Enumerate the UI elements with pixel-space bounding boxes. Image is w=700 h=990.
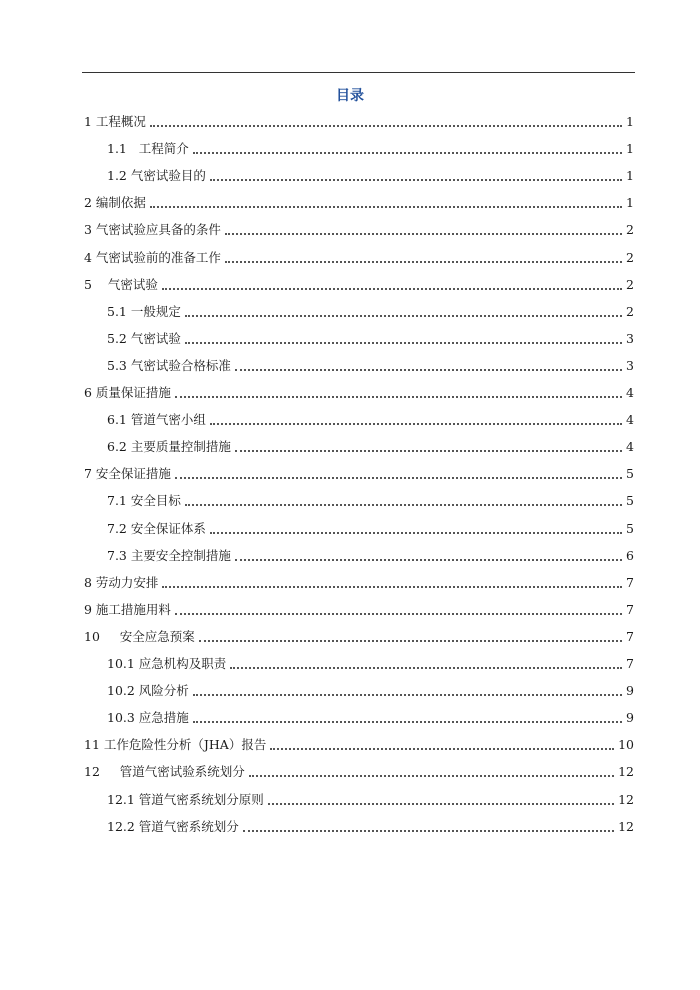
toc-entry-label: 7.3 主要安全控制措施 (107, 547, 231, 563)
toc-entry-label: 3 气密试验应具备的条件 (84, 222, 221, 238)
toc-entry[interactable] (107, 298, 634, 320)
toc-leader-dots (199, 640, 622, 642)
toc-leader-dots (225, 261, 622, 263)
toc-entry-label: 4 气密试验前的准备工作 (84, 249, 221, 265)
toc-entry[interactable] (107, 352, 634, 374)
header-rule (82, 72, 635, 73)
toc-entry-label: 8 劳动力安排 (84, 574, 159, 590)
toc-entry[interactable] (107, 135, 634, 157)
toc-entry[interactable] (107, 406, 634, 428)
toc-leader-dots (249, 775, 614, 777)
toc-entry-label: 7 安全保证措施 (84, 466, 171, 482)
toc-entry-page: 5 (626, 466, 634, 482)
toc-entry[interactable] (107, 542, 634, 564)
toc-leader-dots (162, 288, 622, 290)
toc-entry[interactable] (84, 108, 634, 130)
toc-leader-dots (243, 830, 614, 832)
toc-title: 目录 (336, 88, 364, 104)
toc-entry-page: 1 (626, 168, 634, 184)
toc-leader-dots (175, 613, 622, 615)
toc-entry-label: 1.1 工程简介 (107, 141, 189, 157)
toc-entry-page: 12 (618, 818, 634, 834)
toc-entry-label: 10.1 应急机构及职责 (107, 656, 227, 671)
toc-leader-dots (193, 721, 622, 723)
toc-entry-page: 4 (626, 385, 634, 400)
toc-entry-label: 5.2 气密试验 (107, 330, 181, 346)
toc-leader-dots (175, 396, 622, 398)
toc-leader-dots (270, 748, 614, 750)
toc-entry[interactable] (107, 162, 634, 184)
toc-entry-label: 12.1 管道气密系统划分原则 (107, 791, 264, 807)
toc-entry-page: 5 (626, 493, 634, 509)
toc-leader-dots (175, 477, 622, 479)
toc-entry-page: 12 (618, 791, 634, 807)
toc-entry-label: 10.2 风险分析 (107, 683, 189, 699)
toc-entry-page: 12 (618, 764, 634, 780)
toc-leader-dots (185, 315, 622, 317)
toc-entry-page: 3 (626, 357, 634, 373)
toc-entry[interactable] (84, 731, 634, 753)
toc-entry[interactable] (107, 677, 634, 699)
toc-entry-label: 6.2 主要质量控制措施 (107, 439, 231, 455)
toc-leader-dots (235, 559, 622, 561)
toc-entry-label: 12.2 管道气密系统划分 (107, 818, 239, 834)
toc-entry-page: 7 (626, 601, 634, 617)
toc-leader-dots (225, 233, 622, 235)
toc-entry[interactable] (107, 325, 634, 347)
toc-leader-dots (235, 450, 622, 452)
toc-entry-label: 1.2 气密试验目的 (107, 168, 206, 184)
toc-entry[interactable] (84, 189, 634, 211)
toc-entry-page: 3 (626, 330, 634, 346)
toc-entry-page: 4 (626, 439, 634, 455)
toc-entry-label: 10.3 应急措施 (107, 710, 189, 726)
toc-entry[interactable] (107, 786, 634, 808)
toc-entry-label: 5.1 一般规定 (107, 303, 181, 319)
toc-entry-label: 1 工程概况 (84, 114, 146, 129)
toc-entry-label: 6 质量保证措施 (84, 385, 171, 400)
toc-entry-label: 10 安全应急预案 (84, 628, 195, 644)
toc-entry-label: 6.1 管道气密小组 (107, 412, 206, 428)
toc-entry-page: 7 (626, 628, 634, 644)
toc-leader-dots (230, 667, 622, 669)
toc-entry[interactable] (84, 623, 634, 645)
toc-entry-page: 9 (626, 710, 634, 726)
toc-entry-page: 1 (626, 114, 634, 129)
toc-entry-label: 7.1 安全目标 (107, 493, 181, 509)
toc-leader-dots (162, 586, 622, 588)
toc-entry[interactable] (107, 515, 634, 537)
toc-entry[interactable] (84, 460, 634, 482)
toc-entry-page: 2 (626, 276, 634, 292)
toc-entry[interactable] (84, 244, 634, 266)
toc-leader-dots (210, 532, 622, 534)
toc-entry-page: 2 (626, 222, 634, 238)
toc-entry[interactable] (84, 379, 634, 401)
toc-entry-label: 12 管道气密试验系统划分 (84, 764, 245, 780)
toc-entry[interactable] (107, 704, 634, 726)
toc-entry-page: 2 (626, 303, 634, 319)
toc-leader-dots (193, 152, 622, 154)
toc-entry[interactable] (107, 433, 634, 455)
toc-entry[interactable] (107, 813, 634, 835)
toc-entry-page: 7 (626, 656, 634, 671)
toc-entry-label: 5.3 气密试验合格标准 (107, 357, 231, 373)
toc-entry-page: 5 (626, 520, 634, 536)
toc-entry[interactable] (107, 487, 634, 509)
toc-entry-page: 1 (626, 195, 634, 211)
toc-entry[interactable] (84, 569, 634, 591)
toc-entry-label: 2 编制依据 (84, 195, 146, 211)
toc-entry-page: 9 (626, 683, 634, 699)
toc-leader-dots (210, 179, 622, 181)
toc-entry-label: 9 施工措施用料 (84, 601, 171, 617)
toc-entry-page: 7 (626, 574, 634, 590)
toc-entry-page: 2 (626, 249, 634, 265)
toc-entry-page: 4 (626, 412, 634, 428)
toc-leader-dots (210, 423, 622, 425)
toc-leader-dots (193, 694, 622, 696)
toc-leader-dots (185, 342, 622, 344)
toc-leader-dots (268, 803, 614, 805)
toc-entry[interactable] (107, 650, 634, 672)
toc-entry-label: 5 气密试验 (84, 276, 158, 292)
toc-entry[interactable] (84, 596, 634, 618)
toc-entry-page: 10 (618, 737, 634, 753)
toc-entry-page: 1 (626, 141, 634, 157)
toc-leader-dots (150, 206, 622, 208)
toc-leader-dots (150, 125, 622, 127)
toc-entry-label: 11 工作危险性分析（JHA）报告 (84, 737, 267, 753)
toc-entry[interactable] (84, 216, 634, 238)
toc-leader-dots (235, 369, 622, 371)
toc-entry-page: 6 (626, 547, 634, 563)
toc-leader-dots (185, 504, 622, 506)
toc-entry-label: 7.2 安全保证体系 (107, 520, 206, 536)
toc-entry[interactable] (84, 271, 634, 293)
toc-entry[interactable] (84, 758, 634, 780)
